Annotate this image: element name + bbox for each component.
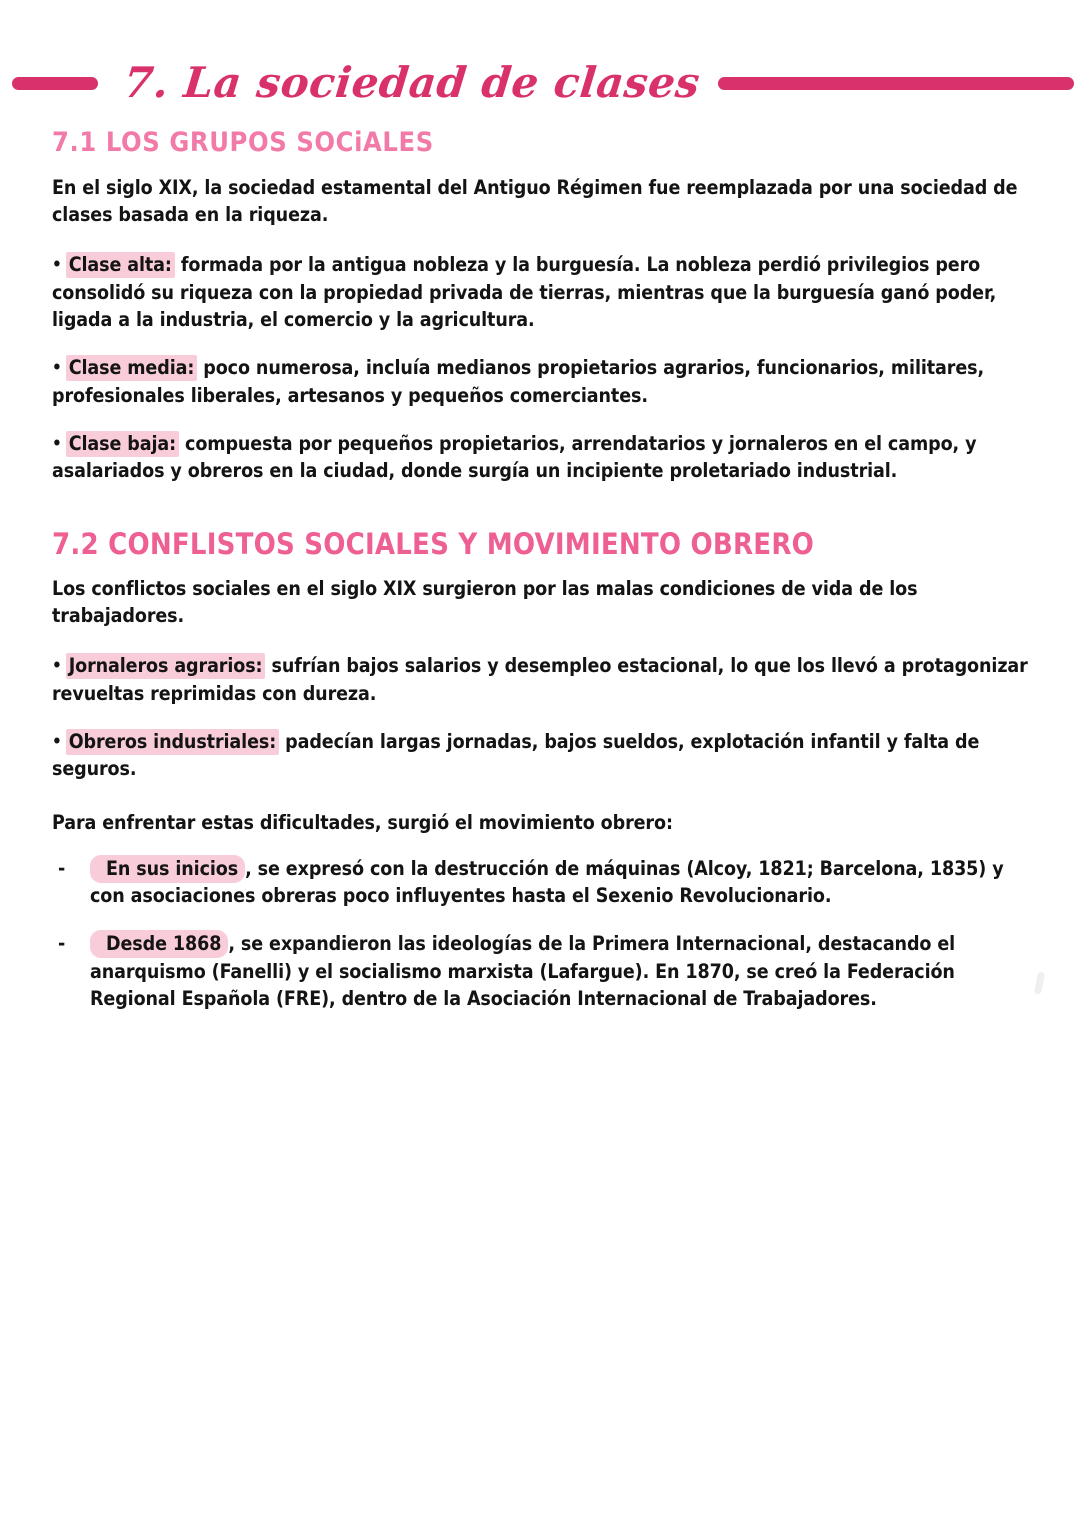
bullet-term-highlight: Jornaleros agrarios: [66,653,266,679]
bullet-dot-icon: • [52,255,62,276]
dash-term-highlight: En sus inicios [90,855,245,883]
bullet-clase-baja [52,430,1042,485]
bullet-clase-media [52,354,1042,409]
bullet-term-highlight: Clase baja: [66,431,179,457]
bullet-text: sufrían bajos salarios y desempleo estacional, lo que los llevó a protagonizar revueltas reprimidas con dureza. [52,654,1028,705]
bullet-term-highlight: Clase media: [66,355,198,381]
dash-marker-icon: - [58,856,66,880]
section-heading-7-1: 7.1 LOS GRUPOS SOCiALES [52,127,434,158]
bullet-text: formada por la antigua nobleza y la burguesía. La nobleza perdió privilegios pero consolidó su riqueza con la propiedad privada de tierras, mientras que la burguesía ganó poder, ligada a la industria, el comercio y la agricultura. [52,253,997,332]
bullet-obreros-industriales [52,728,1042,783]
bullet-dot-icon: • [52,358,62,379]
section-7-2-intro: Los conflictos sociales en el siglo XIX surgieron por las malas condiciones de vida de los trabajadores. [52,576,918,628]
page-title: 7. La sociedad de clases [121,58,703,107]
notes-content [52,128,1042,1033]
bullet-text: padecían largas jornadas, bajos sueldos, explotación infantil y falta de seguros. [52,729,980,781]
dash-item-text: , se expandieron las ideologías de la Primera Internacional, destacando el anarquismo (Fanelli) y el socialismo marxista (Lafargue). En 1870, se creó la Federación Regional Española (FRE), dentro de la Asociación Internacional de Trabajadores. [90,931,956,1011]
dash-term-highlight: Desde 1868 [90,930,228,958]
bullet-term-highlight: Obreros industriales: [66,729,279,755]
bullet-dot-icon: • [52,731,62,752]
section-heading-7-2: 7.2 CONFLISTOS SOCIALES Y MOVIMIENTO OBRERO [52,526,815,561]
dash-item-desde-1868 [52,930,1042,1013]
bullet-text: poco numerosa, incluía medianos propietarios agrarios, funcionarios, militares, profesionales liberales, artesanos y pequeños comerciantes. [52,356,985,407]
bullet-jornaleros-agrarios [52,652,1042,707]
title-rule-right [718,77,1074,90]
movimiento-obrero-lead-in: Para enfrentar estas dificultades, surgió el movimiento obrero: [52,810,673,834]
section-7-1-intro: En el siglo XIX, la sociedad estamental del Antiguo Régimen fue reemplazada por una sociedad de clases basada en la riqueza. [52,175,1018,227]
dash-item-text: , se expresó con la destrucción de máquinas (Alcoy, 1821; Barcelona, 1835) y con asociaciones obreras poco influyentes hasta el Sexenio Revolucionario. [90,856,1004,908]
document-title-row [0,56,1080,110]
title-rule-left [12,77,98,90]
bullet-dot-icon: • [52,656,62,677]
dash-item-en-sus-inicios [52,855,1042,910]
dash-list [52,855,1042,1013]
bullet-clase-alta [52,251,1042,334]
bullet-term-highlight: Clase alta: [66,252,175,278]
bullet-text: compuesta por pequeños propietarios, arrendatarios y jornaleros en el campo, y asalariados y obreros en la ciudad, donde surgía un incipiente proletariado industrial. [52,431,977,483]
bullet-dot-icon: • [52,433,62,454]
dash-marker-icon: - [58,931,66,955]
